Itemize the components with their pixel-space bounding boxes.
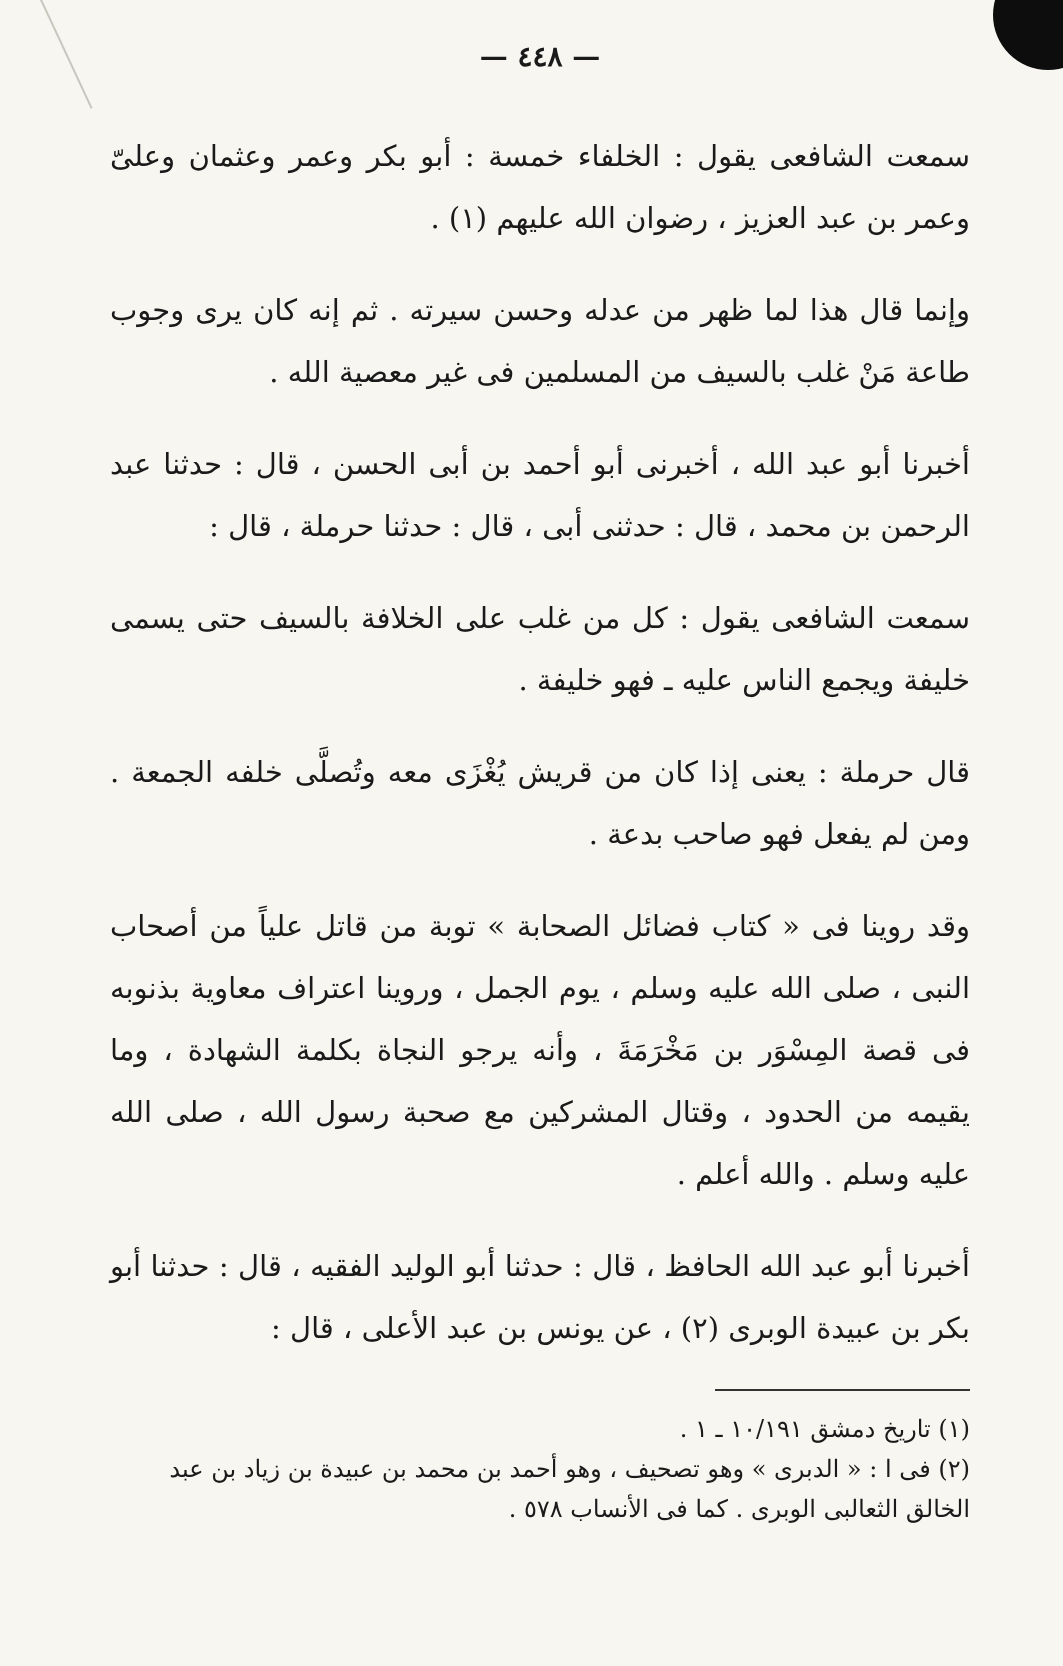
paragraph-7	[110, 1235, 970, 1359]
paragraph-text: قال حرملة : يعنى إذا كان من قريش يُغْزَى معه وتُصلَّى خلفه الجمعة . ومن لم يفعل فهو صاحب بدعة .	[110, 755, 970, 851]
paragraph-text: أخبرنا أبو عبد الله الحافظ ، قال : حدثنا أبو الوليد الفقيه ، قال : حدثنا أبو بكر بن عبيدة الوبرى (٢) ، عن يونس بن عبد الأعلى ، قال :	[110, 1249, 970, 1345]
book-page	[110, 40, 970, 1529]
paragraph-text: وإنما قال هذا لما ظهر من عدله وحسن سيرته . ثم إنه كان يرى وجوب طاعة مَنْ غلب بالسيف من المسلمين فى غير معصية الله .	[110, 293, 970, 389]
scan-shadow-corner	[993, 0, 1063, 70]
paragraph-3	[110, 433, 970, 557]
footnote-divider	[715, 1389, 970, 1391]
scan-edge-mark	[40, 0, 93, 109]
footnote-1: (١) تاريخ دمشق ١٠/١٩١ ـ ١ .	[679, 1415, 970, 1443]
paragraph-2	[110, 279, 970, 403]
footnote-2: (٢) فى ا : « الدبرى » وهو تصحيف ، وهو أحمد بن محمد بن عبيدة بن زياد بن عبد الخالق الثعالبى الوبرى . كما فى الأنساب ٥٧٨ .	[169, 1455, 970, 1523]
paragraph-6	[110, 895, 970, 1205]
paragraph-4	[110, 587, 970, 711]
paragraph-1	[110, 125, 970, 249]
paragraph-text: سمعت الشافعى يقول : الخلفاء خمسة : أبو بكر وعمر وعثمان وعلىّ وعمر بن عبد العزيز ، رضوان الله عليهم (١) .	[110, 139, 970, 235]
paragraph-5	[110, 741, 970, 865]
page-number: — ٤٤٨ —	[479, 40, 601, 73]
paragraph-text: وقد روينا فى « كتاب فضائل الصحابة » توبة من قاتل علياً من أصحاب النبى ، صلى الله عليه وسلم ، يوم الجمل ، وروينا اعتراف معاوية بذنوبه فى قصة المِسْوَر بن مَخْرَمَةَ ، وأنه يرجو النجاة بكلمة الشهادة ، وما يقيمه من الحدود ، وقتال المشركين مع صحبة رسول الله ، صلى الله عليه وسلم . والله أعلم .	[110, 909, 970, 1191]
paragraph-text: سمعت الشافعى يقول : كل من غلب على الخلافة بالسيف حتى يسمى خليفة ويجمع الناس عليه ـ فهو خليفة .	[110, 601, 970, 697]
footnotes	[110, 1409, 970, 1529]
paragraph-text: أخبرنا أبو عبد الله ، أخبرنى أبو أحمد بن أبى الحسن ، قال : حدثنا عبد الرحمن بن محمد ، قال : حدثنى أبى ، قال : حدثنا حرملة ، قال :	[110, 447, 970, 543]
